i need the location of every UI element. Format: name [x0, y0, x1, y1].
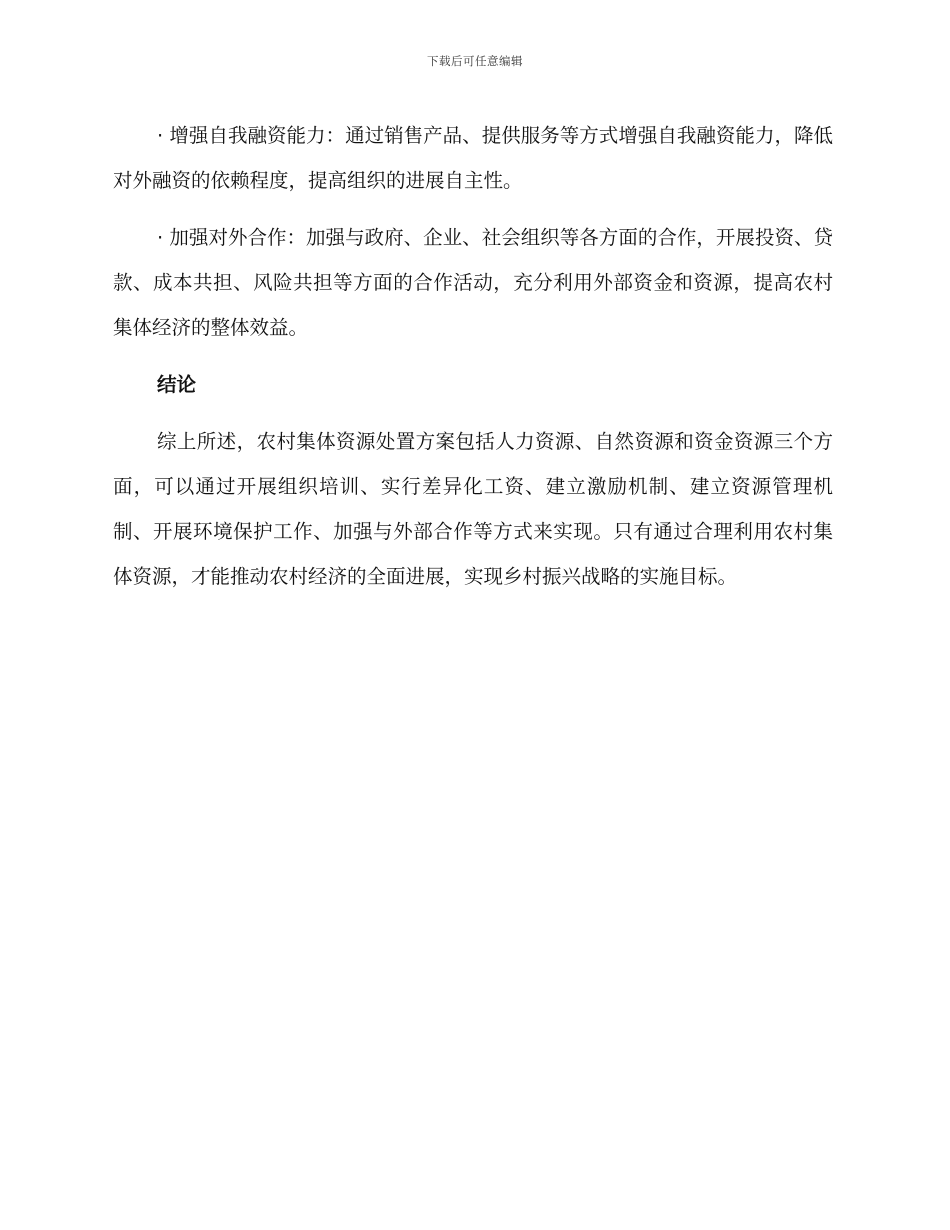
document-body [113, 113, 833, 599]
conclusion-paragraph: 综上所述，农村集体资源处置方案包括人力资源、自然资源和资金资源三个方面，可以通过开展组织培训、实行差异化工资、建立激励机制、建立资源管理机制、开展环境保护工作、加强与外部合作等方式来实现。只有通过合理利用农村集体资源，才能推动农村经济的全面进展，实现乡村振兴战略的实施目标。 [113, 430, 833, 588]
header-note: 下载后可任意编辑 [427, 54, 523, 68]
conclusion-heading: 结论 [157, 373, 197, 396]
bullet-external-cooperation: · 加强对外合作：加强与政府、企业、社会组织等各方面的合作，开展投资、贷款、成本共担、风险共担等方面的合作活动，充分利用外部资金和资源，提高农村集体经济的整体效益。 [113, 226, 833, 339]
bullet-self-financing: · 增强自我融资能力：通过销售产品、提供服务等方式增强自我融资能力，降低对外融资的依赖程度，提高组织的进展自主性。 [113, 124, 833, 192]
